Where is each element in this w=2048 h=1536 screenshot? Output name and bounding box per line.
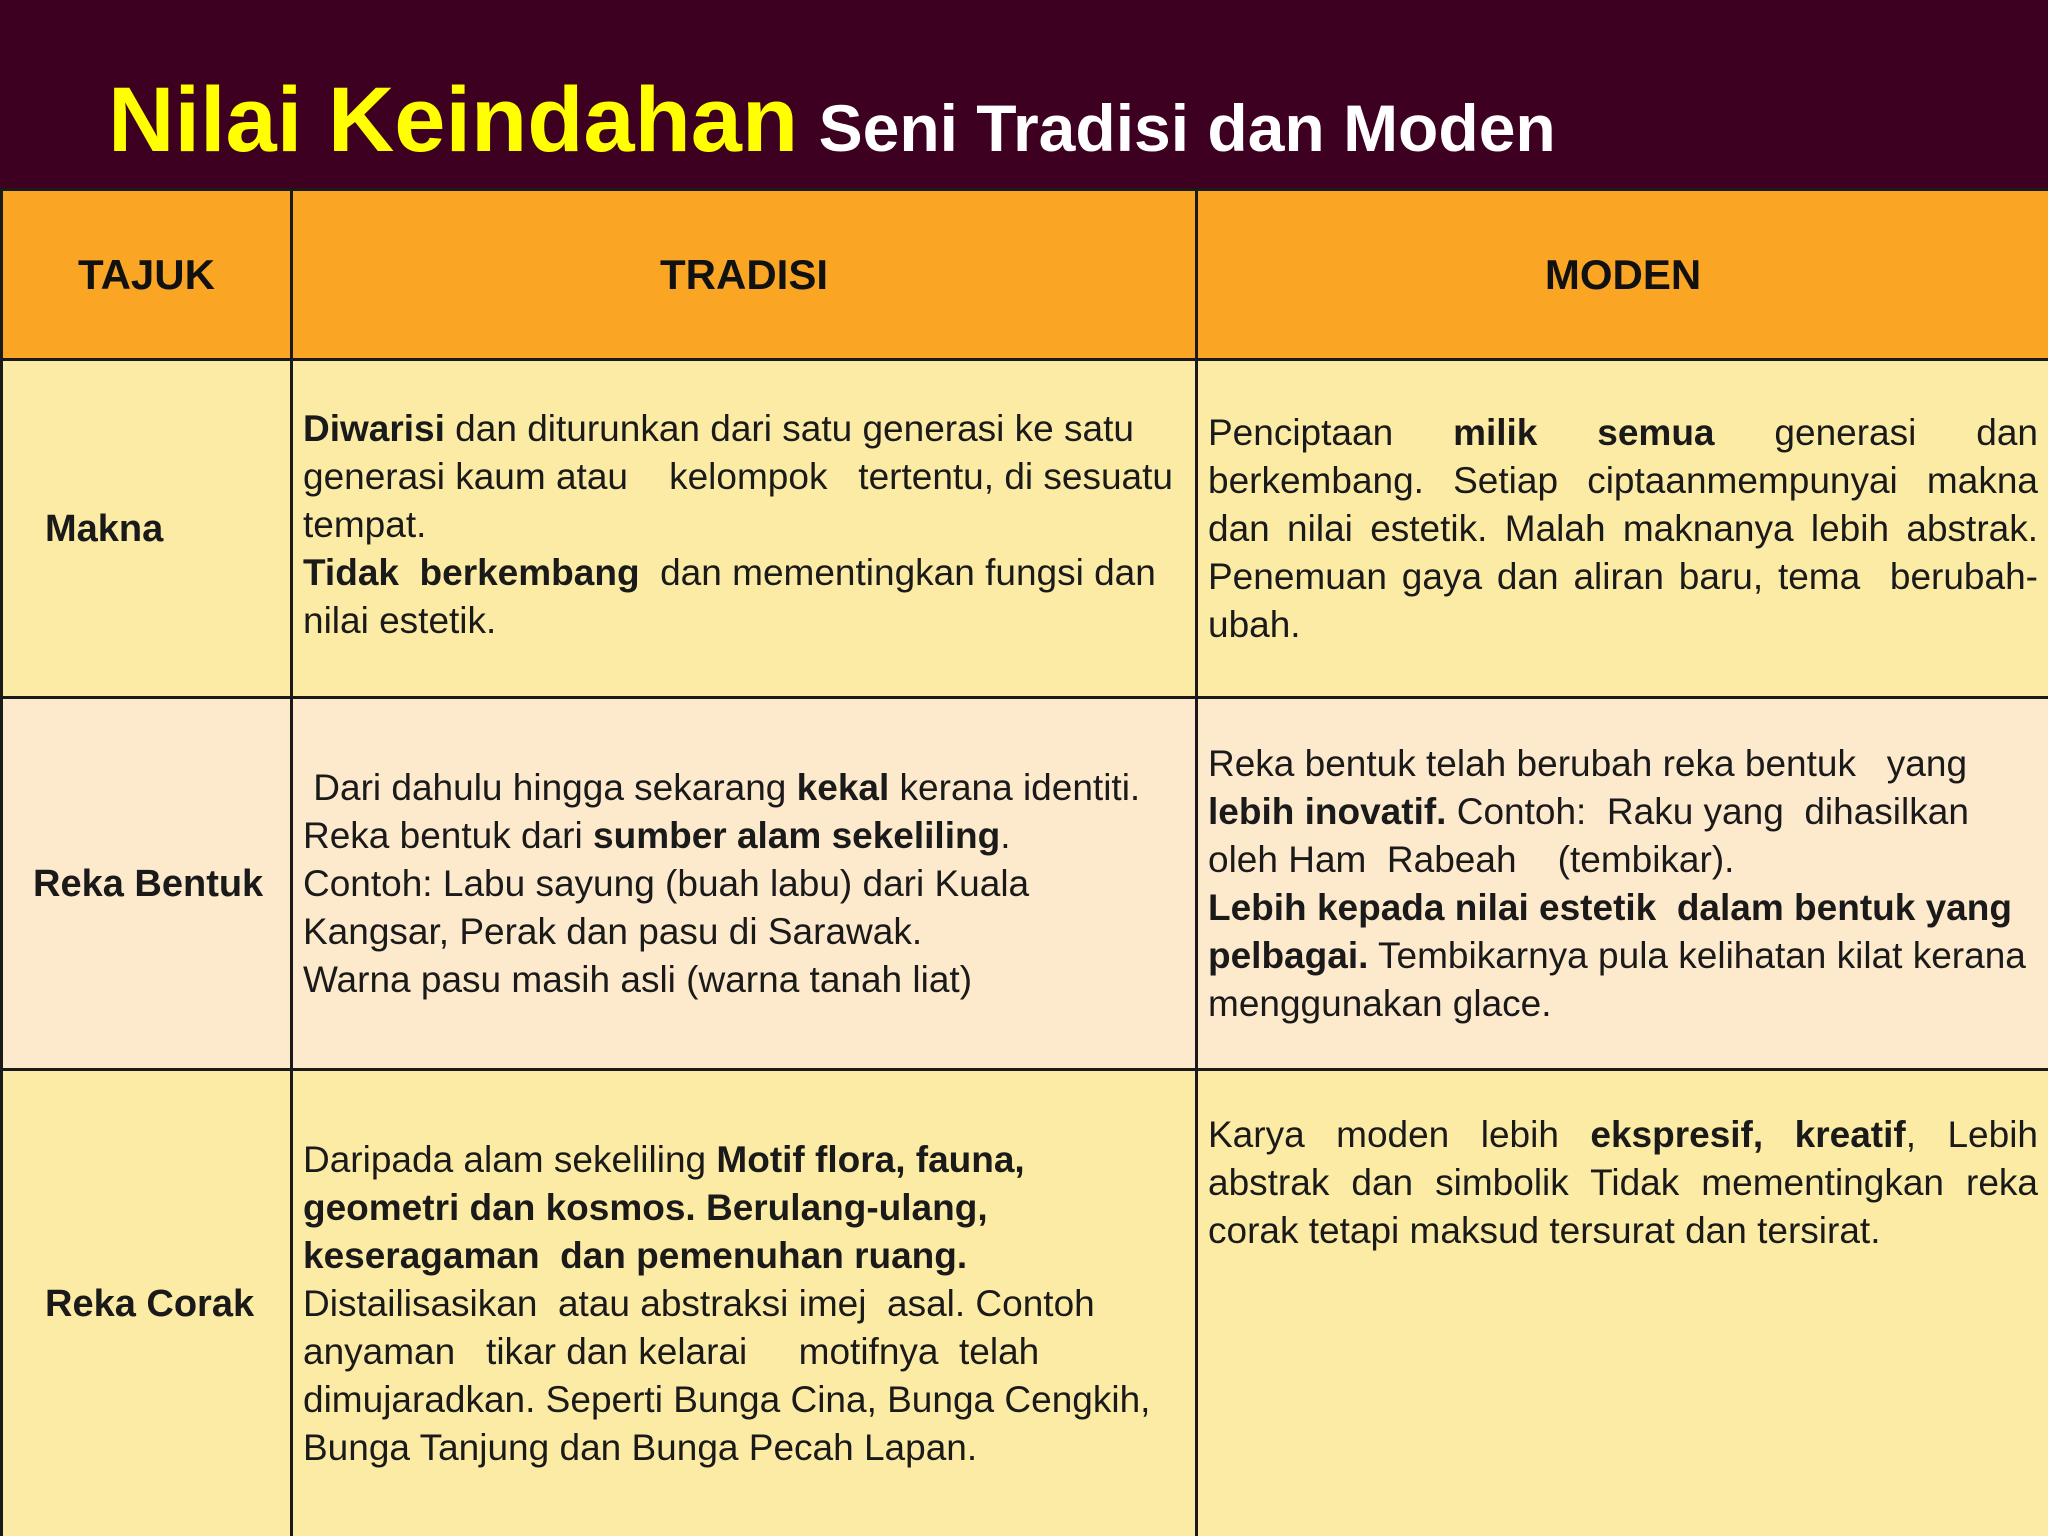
- bold-text: sumber alam sekeliling: [593, 814, 1001, 856]
- moden-cell: [1197, 360, 2048, 698]
- header-tajuk: TAJUK: [2, 190, 292, 360]
- body-text: Dari dahulu hingga sekarang: [303, 766, 797, 808]
- title-main: Nilai Keindahan: [108, 69, 799, 171]
- table-row-makna: [2, 360, 2048, 698]
- moden-text: [1208, 740, 2038, 1028]
- header-row: [2, 190, 2048, 360]
- body-text: dan diturunkan dari satu generasi ke satu generasi kaum atau kelompok tertentu, di sesuatu tempat.: [303, 407, 1184, 545]
- bold-text: Tidak berkembang: [303, 551, 640, 593]
- body-text: Daripada alam sekeliling: [303, 1138, 717, 1180]
- bold-text: Motif flora, fauna, geometri dan kosmos. Berulang-ulang, keseragaman dan pemenuhan ruang.: [303, 1138, 1035, 1276]
- topic-cell: Makna: [2, 360, 292, 698]
- tradisi-cell: [292, 360, 1197, 698]
- body-text: kerana identiti. Reka bentuk dari: [303, 766, 1151, 856]
- body-text: dan mementingkan fungsi dan nilai estetik.: [303, 551, 1197, 641]
- table-row-reka-corak: [2, 1070, 2048, 1536]
- body-text: Tembikarnya pula kelihatan kilat kerana menggunakan glace.: [1208, 934, 2037, 1024]
- tradisi-text: [303, 1136, 1173, 1472]
- moden-text: [1208, 409, 2048, 649]
- tradisi-text: [303, 764, 1173, 1004]
- bold-text: Diwarisi: [303, 407, 445, 449]
- moden-cell: [1197, 698, 2048, 1070]
- bold-text: lebih inovatif.: [1208, 790, 1447, 832]
- bold-text: milik semua: [1453, 411, 1715, 453]
- body-text: Warna pasu masih asli (warna tanah liat): [303, 958, 973, 1000]
- tradisi-text: [303, 405, 1197, 645]
- tradisi-cell: [292, 698, 1197, 1070]
- body-text: .: [1000, 814, 1011, 856]
- body-text: Contoh: Labu sayung (buah labu) dari Kuala Kangsar, Perak dan pasu di Sarawak.: [303, 862, 1040, 952]
- bold-text: ekspresif, kreatif: [1590, 1114, 1906, 1155]
- body-text: Karya moden lebih: [1208, 1114, 1591, 1155]
- title-bar: [0, 0, 2048, 188]
- body-text: Contoh: Raku yang dihasilkan oleh Ham Rabeah (tembikar).: [1208, 790, 1980, 880]
- bold-text: Lebih kepada nilai estetik dalam bentuk yang pelbagai.: [1208, 886, 2033, 976]
- header-tradisi: TRADISI: [292, 190, 1197, 360]
- topic-cell: Reka Bentuk: [2, 698, 292, 1070]
- body-text: Distailisasikan atau abstraksi imej asal. Contoh anyaman tikar dan kelarai motifnya telah dimujaradkan. Seperti Bunga Cina, Bunga Cengkih, Bunga Tanjung dan Bunga Pecah Lapan.: [303, 1282, 1161, 1468]
- moden-text: [1208, 1111, 2048, 1255]
- body-text: Reka bentuk telah berubah reka bentuk yang: [1208, 742, 1978, 784]
- body-text: Penciptaan: [1208, 411, 1454, 453]
- comparison-table: [0, 188, 2048, 1536]
- body-text: , Lebih abstrak dan simbolik Tidak mementingkan reka corak tetapi maksud tersurat dan tersirat.: [1208, 1114, 2048, 1251]
- bold-text: kekal: [796, 766, 890, 808]
- body-text: generasi dan berkembang. Setiap ciptaanmempunyai makna dan nilai estetik. Malah maknanya lebih abstrak. Penemuan gaya dan aliran baru, tema berubah-ubah.: [1208, 411, 2048, 645]
- title-sub: Seni Tradisi dan Moden: [818, 91, 1556, 165]
- table-row-reka-bentuk: [2, 698, 2048, 1070]
- topic-cell: Reka Corak: [2, 1070, 292, 1536]
- tradisi-cell: [292, 1070, 1197, 1536]
- slide-title: [108, 68, 1556, 173]
- header-moden: MODEN: [1197, 190, 2048, 360]
- moden-cell: [1197, 1070, 2048, 1536]
